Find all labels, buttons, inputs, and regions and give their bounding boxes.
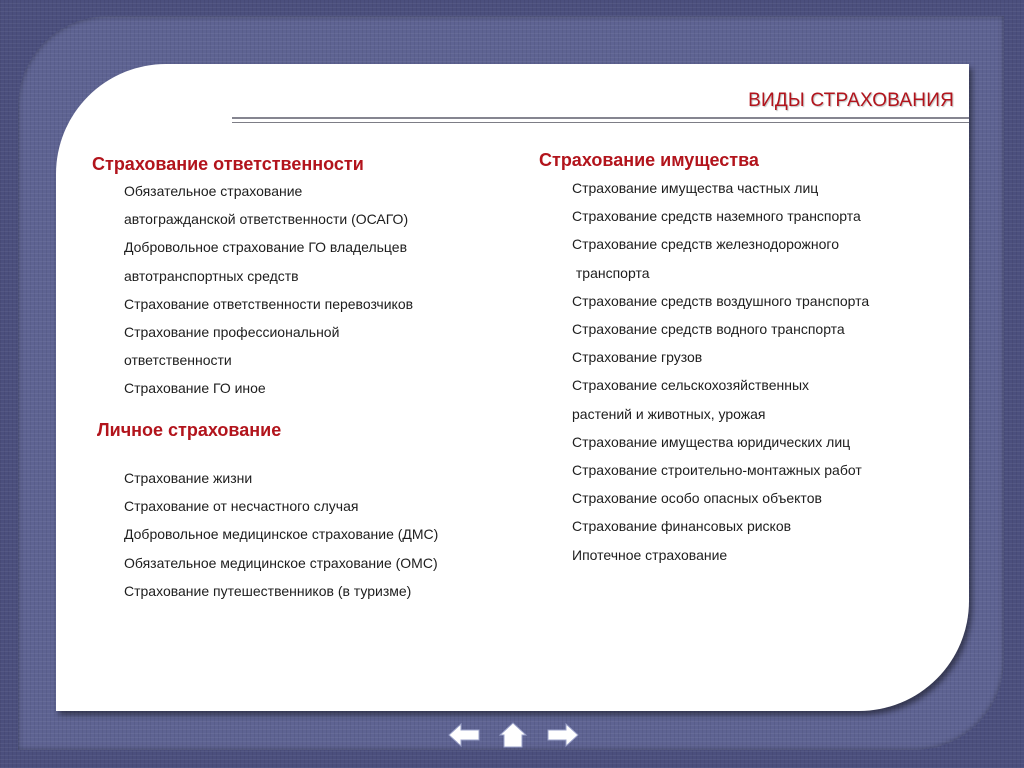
list-liability-insurance <box>124 177 413 403</box>
list-item: Страхование средств наземного транспорта <box>572 208 861 225</box>
list-property-insurance <box>572 174 869 569</box>
list-item: автогражданской ответственности (ОСАГО) <box>124 211 409 228</box>
list-item: Страхование грузов <box>572 349 703 366</box>
list-item: Страхование финансовых рисков <box>572 518 792 535</box>
list-item: Страхование строительно-монтажных работ <box>572 462 862 479</box>
list-item: Страхование профессиональной <box>124 324 340 341</box>
list-item: Страхование путешественников (в туризме) <box>124 582 412 599</box>
list-item: Страхование ГО иное <box>124 380 266 397</box>
list-item: ответственности <box>124 352 232 369</box>
list-item: Ипотечное страхование <box>572 546 728 563</box>
home-icon <box>498 721 528 749</box>
list-item: Страхование сельскохозяйственных <box>572 377 810 394</box>
list-item: Обязательное медицинское страхование (ОМС) <box>124 554 438 571</box>
list-item: Добровольное медицинское страхование (ДМС) <box>124 526 439 543</box>
heading-liability-insurance: Страхование ответственности <box>92 154 364 174</box>
slide-title: ВИДЫ СТРАХОВАНИЯ <box>748 90 954 111</box>
forward-button[interactable] <box>545 718 581 752</box>
list-item: Добровольное страхование ГО владельцев <box>124 239 408 256</box>
back-button[interactable] <box>446 718 482 752</box>
list-item: Страхование средств воздушного транспорта <box>572 292 870 309</box>
arrow-left-icon <box>447 722 481 748</box>
list-personal-insurance <box>124 464 438 605</box>
arrow-right-icon <box>546 722 580 748</box>
list-item: автотранспортных средств <box>124 267 299 284</box>
list-item: Страхование средств железнодорожного <box>572 236 839 253</box>
heading-property-insurance: Страхование имущества <box>539 150 759 170</box>
heading-personal-insurance: Личное страхование <box>97 420 282 440</box>
title-underline <box>232 117 969 119</box>
list-item: Страхование имущества юридических лиц <box>572 433 851 450</box>
list-item: Обязательное страхование <box>124 183 303 199</box>
list-item: Страхование жизни <box>124 470 253 486</box>
list-item: Страхование имущества частных лиц <box>572 180 819 196</box>
list-item: транспорта <box>572 264 650 281</box>
list-item: Страхование ответственности перевозчиков <box>124 295 414 312</box>
title-underline-thin <box>232 122 969 123</box>
list-item: Страхование от несчастного случая <box>124 498 359 515</box>
list-item: Страхование особо опасных объектов <box>572 490 822 507</box>
list-item: растений и животных, урожая <box>572 405 766 422</box>
list-item: Страхование средств водного транспорта <box>572 321 845 338</box>
home-button[interactable] <box>496 718 530 752</box>
